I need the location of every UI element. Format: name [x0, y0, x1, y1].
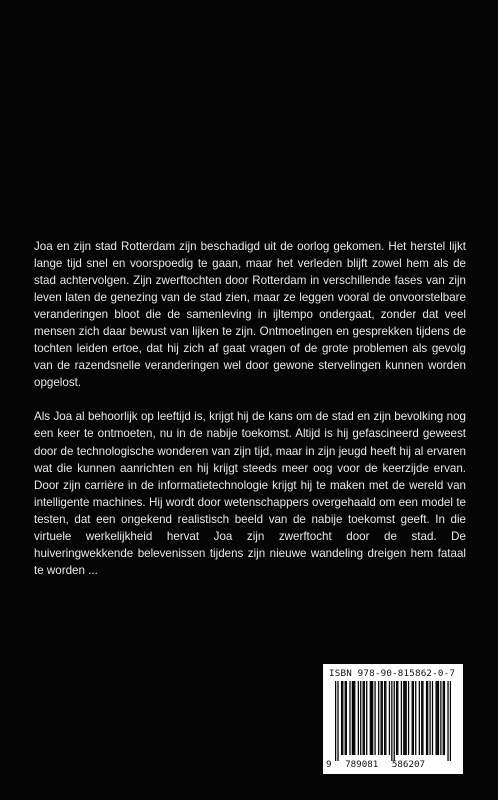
barcode-bar	[413, 681, 414, 755]
barcode-bar	[345, 681, 346, 755]
barcode-bar	[396, 681, 397, 755]
barcode-bar	[364, 681, 365, 755]
barcode-bar	[391, 681, 392, 761]
barcode-bar	[389, 681, 390, 755]
barcode-bar	[385, 681, 386, 755]
barcode-bar	[363, 681, 364, 755]
barcode-bar	[337, 681, 338, 761]
barcode-bar	[342, 681, 343, 755]
barcode-bar	[358, 681, 359, 755]
barcode-bar	[397, 681, 398, 755]
barcode-bar	[443, 681, 444, 755]
barcode-bar	[415, 681, 416, 755]
barcode-bar	[438, 681, 439, 755]
barcode-bar	[421, 681, 422, 755]
barcode-bar	[349, 681, 350, 755]
barcode-bar	[435, 681, 436, 755]
barcode-bar	[374, 681, 375, 755]
barcode-bar	[412, 681, 413, 755]
isbn-number: ISBN 978-90-815862-0-7	[329, 668, 456, 679]
barcode-bar	[440, 681, 441, 755]
barcode-bar	[406, 681, 407, 755]
barcode-bar	[419, 681, 420, 755]
barcode-bar	[401, 681, 402, 755]
barcode-bar	[426, 681, 427, 755]
blurb-paragraph-1: Joa en zijn stad Rotterdam zijn beschadigd uit de oorlog gekomen. Het herstel lijkt lange tijd snel en voorspoedig te gaan, maar het verleden blijft zowel hem als de stad achtervolgen. Zijn zwerftochten door Rotterdam in verschillende fases van zijn leven laten de genezing van de stad zien, maar ze leggen vooral de onvoorstelbare veranderingen bloot die de samenleving in ijltempo ondergaat, zonder dat veel mensen zich daar bewust van lijken te zijn. Ontmoetingen en gesprekken tijdens de tochten leiden ertoe, dat hij zich af gaat vragen of de grote problemen als gevolg van de razendsnelle veranderingen wel door gewone stervelingen kunnen worden opgelost.	[34, 240, 466, 390]
barcode-digits	[326, 759, 460, 770]
back-cover-blurb	[34, 238, 466, 579]
isbn-barcode	[323, 664, 463, 774]
barcode-bar	[403, 681, 404, 755]
barcode-bar	[371, 681, 372, 755]
barcode-bar	[447, 681, 448, 761]
barcode-bar	[394, 681, 395, 761]
barcode-bar	[382, 681, 383, 755]
barcode-bar	[354, 681, 355, 755]
barcode-bar	[404, 681, 405, 755]
barcode-bar	[444, 681, 445, 755]
barcode-bar	[378, 681, 379, 755]
barcode-digits-right: 586207	[391, 759, 426, 770]
barcode-bars	[335, 681, 451, 761]
barcode-bar	[372, 681, 373, 755]
barcode-bar	[437, 681, 438, 755]
barcode-bar	[429, 681, 430, 755]
barcode-bar	[346, 681, 347, 755]
barcode-bar	[360, 681, 361, 755]
blurb-paragraph-2: Als Joa al behoorlijk op leeftijd is, krijgt hij de kans om de stad en zijn bevolking nog een keer te ontmoeten, nu in de nabije toekomst. Altijd is hij gefascineerd geweest door de technologische wonderen van zijn tijd, maar in zijn jeugd heeft hij al ervaren wat die kunnen aanrichten en hij krijgt steeds meer oog voor de keerzijde ervan. Door zijn carrière in de informatietechnologie krijgt hij te maken met de wereld van intelligente machines. Hij wordt door wetenschappers overgehaald om een model te testen, dat een ongekend realistisch beeld van de nabije toekomst geeft. In die virtuele werkelijkheid hervat Joa zijn zwerftocht door de stad. De huiveringwekkende belevenissen tijdens zijn nieuwe wandeling dreigen hem fataal te worden ...	[34, 410, 466, 577]
barcode-bar	[352, 681, 353, 755]
barcode-bar	[422, 681, 423, 755]
barcode-bar	[380, 681, 381, 755]
barcode-bar	[341, 681, 342, 755]
barcode-bar	[384, 681, 385, 755]
barcode-bar	[335, 681, 336, 761]
barcode-bar	[450, 681, 451, 761]
barcode-bar	[370, 681, 371, 755]
barcode-digits-left: 789081	[345, 759, 379, 770]
barcode-bar	[366, 681, 367, 755]
barcode-bar	[408, 681, 409, 755]
barcode-bar	[432, 681, 433, 755]
barcode-bar	[353, 681, 354, 755]
barcode-digit-prefix: 9	[326, 759, 332, 770]
barcode-bar	[427, 681, 428, 755]
